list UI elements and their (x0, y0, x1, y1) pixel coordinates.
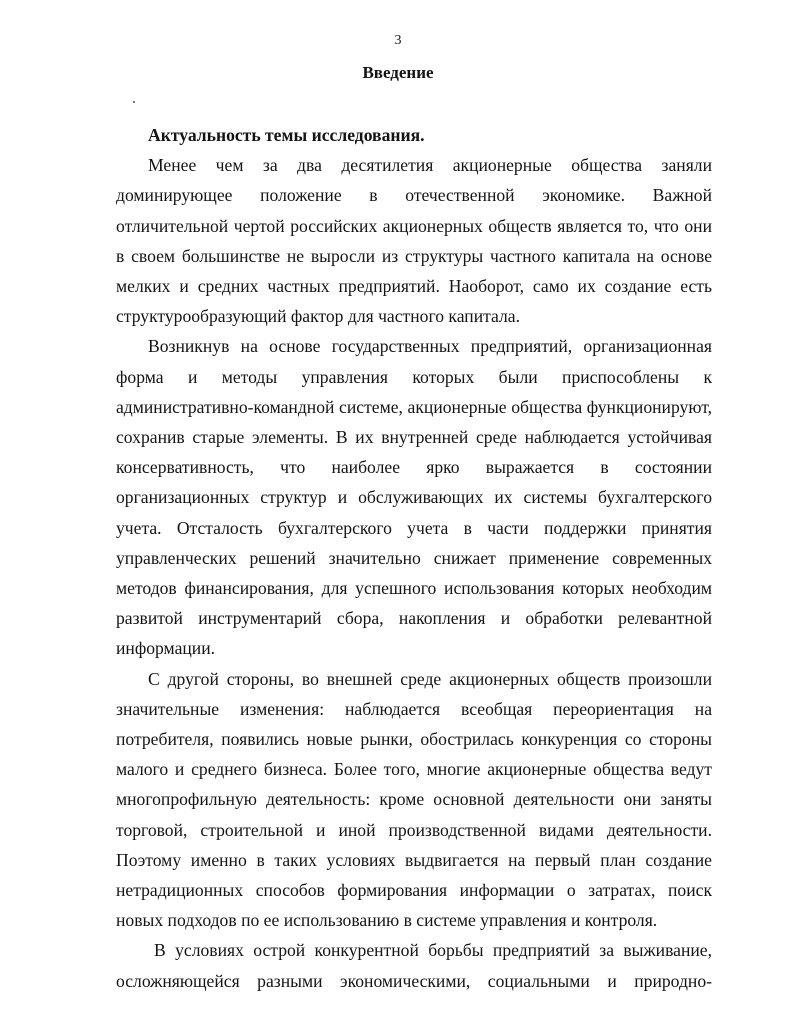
scan-speck (133, 101, 135, 103)
paragraph-1: Менее чем за два десятилетия акционерные общества заняли доминирующее положение в отечественной экономике. Важной отличительной чертой российских акционерных обществ является то, что они в своем большинстве не выросли из структуры частного капитала на основе мелких и средних частных предприятий. Наоборот, само их создание есть структурообразующий фактор для частного капитала. (116, 155, 712, 327)
page-title: Введение (362, 63, 434, 82)
section-subheading: Актуальность темы исследования. (148, 125, 425, 145)
paragraph-3: С другой стороны, во внешней среде акционерных обществ произошли значительные изменения: наблюдается всеобщая переориентация на потребителя, появились новые рынки, обострилась конкуренция со стороны малого и среднего бизнеса. Более того, многие акционерные общества ведут многопрофильную деятельность: кроме основной деятельности они заняты торговой, строительной и иной производственной видами деятельности. Поэтому именно в таких условиях выдвигается на первый план создание нетрадиционных способов формирования информации о затратах, поиск новых подходов по ее использованию в системе управления и контроля. (116, 668, 712, 931)
paragraph-2: Возникнув на основе государственных предприятий, организационная форма и методы управления которых были приспособлены к административно-командной системе, акционерные общества функционируют, сохранив старые элементы. В их внутренней среде наблюдается устойчивая консервативность, что наиболее ярко выражается в состоянии организационных структур и обслуживающих их системы бухгалтерского учета. Отсталость бухгалтерского учета в части поддержки принятия управленческих решений значительно снижает применение современных методов финансирования, для успешного использования которых необходим развитой инструментарий сбора, накопления и обработки релевантной информации. (116, 336, 712, 659)
page-number: 3 (394, 33, 402, 48)
body-text (116, 120, 712, 996)
paragraph-4: В условиях острой конкурентной борьбы предприятий за выживание, осложняющейся разными экономическими, социальными и природно- (116, 940, 712, 991)
